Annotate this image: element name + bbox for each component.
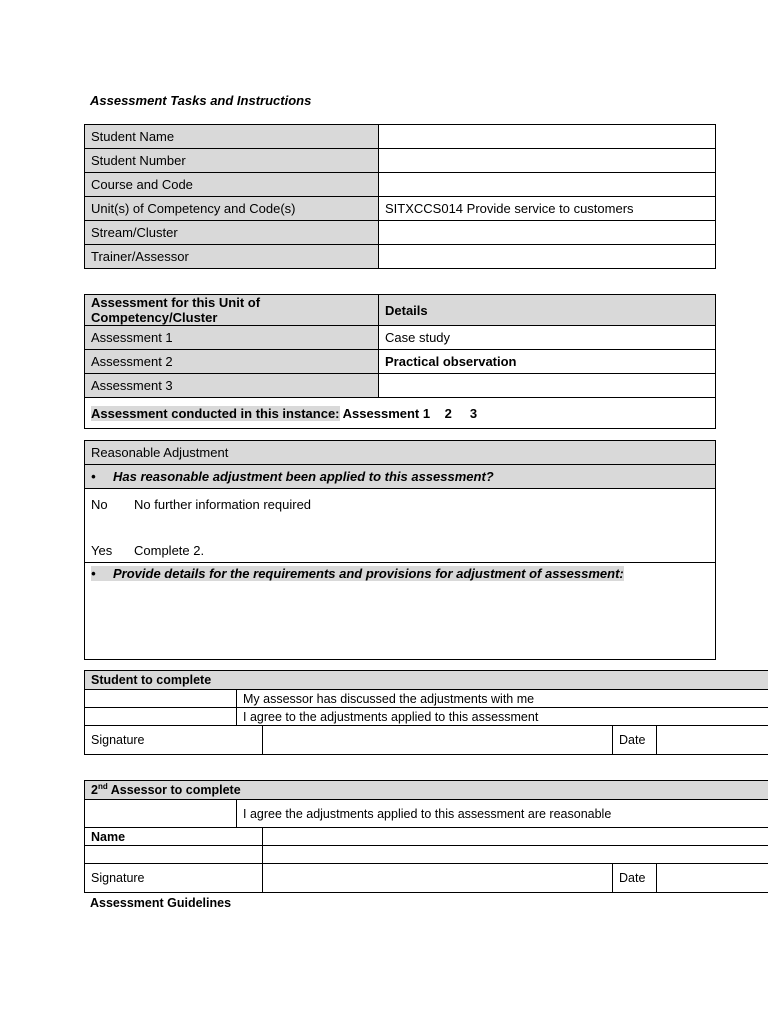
table-row — [85, 489, 716, 563]
table-row — [85, 221, 716, 245]
table-header-row — [85, 295, 716, 326]
option-yes[interactable] — [91, 539, 709, 562]
assessor-date-label: Date — [613, 864, 657, 893]
student-complete-header: Student to complete — [85, 671, 768, 690]
assessment-table — [84, 294, 716, 429]
table-row — [85, 173, 716, 197]
course-code-label: Course and Code — [85, 173, 379, 197]
assessment-option-2[interactable]: 2 — [444, 405, 452, 421]
assessment-conducted-cell — [85, 398, 716, 429]
student-complete-table — [84, 670, 768, 755]
second-assessor-section — [84, 780, 768, 895]
trainer-assessor-label: Trainer/Assessor — [85, 245, 379, 269]
assessor-signature-field[interactable] — [263, 864, 613, 893]
date-label: Date — [613, 726, 657, 755]
name-extra-field[interactable] — [263, 846, 768, 864]
assessment-3-value[interactable] — [379, 374, 716, 398]
checkbox-reasonable[interactable] — [85, 800, 237, 828]
table-row — [85, 374, 716, 398]
table-row — [85, 828, 768, 846]
table-header-row — [85, 441, 716, 465]
assessment-2-label: Assessment 2 — [85, 350, 379, 374]
table-row — [85, 125, 716, 149]
table-row — [85, 864, 768, 893]
signature-field[interactable] — [263, 726, 613, 755]
table-row — [85, 563, 716, 660]
statement-agree: I agree to the adjustments applied to this assessment — [237, 708, 768, 726]
table-row — [85, 800, 768, 828]
assessment-1-value: Case study — [379, 326, 716, 350]
unit-competency-label: Unit(s) of Competency and Code(s) — [85, 197, 379, 221]
option-yes-text: Complete 2. — [134, 543, 205, 558]
assessment-option-3[interactable]: 3 — [469, 405, 478, 421]
reasonable-adjustment-header: Reasonable Adjustment — [85, 441, 716, 465]
table-header-row — [85, 671, 768, 690]
table-row — [85, 398, 716, 429]
stream-cluster-label: Stream/Cluster — [85, 221, 379, 245]
adjustment-question-cell — [85, 465, 716, 489]
second-assessor-header: 2nd Assessor to complete — [85, 781, 768, 800]
student-number-field[interactable] — [379, 149, 716, 173]
checkbox-discussed[interactable] — [85, 690, 237, 708]
student-name-label: Student Name — [85, 125, 379, 149]
assessor-date-field[interactable] — [657, 864, 768, 893]
assessment-1-label: Assessment 1 — [85, 326, 379, 350]
adjustment-details-prompt: Provide details for the requirements and provisions for adjustment of assessment: — [113, 566, 624, 581]
student-details-table — [84, 124, 716, 269]
student-number-label: Student Number — [85, 149, 379, 173]
checkbox-agree[interactable] — [85, 708, 237, 726]
assessment-option-1[interactable]: Assessment 1 — [342, 405, 431, 421]
page-title: Assessment Tasks and Instructions — [90, 93, 312, 108]
reasonable-adjustment-table — [84, 440, 716, 660]
table-row — [85, 690, 768, 708]
table-row — [85, 465, 716, 489]
assessor-signature-label: Signature — [85, 864, 263, 893]
option-no[interactable] — [91, 493, 709, 516]
option-no-key: No — [91, 497, 108, 512]
student-name-field[interactable] — [379, 125, 716, 149]
assessment-conducted-label: Assessment conducted in this instance: — [91, 405, 340, 421]
table-row — [85, 350, 716, 374]
table-row — [85, 708, 768, 726]
statement-discussed: My assessor has discussed the adjustments with me — [237, 690, 768, 708]
table-row — [85, 326, 716, 350]
student-complete-section — [84, 670, 768, 764]
assessment-header-label: Assessment for this Unit of Competency/Cluster — [85, 295, 379, 326]
name-extra-cell — [85, 846, 263, 864]
table-row — [85, 197, 716, 221]
assessment-3-label: Assessment 3 — [85, 374, 379, 398]
table-row — [85, 726, 768, 755]
signature-label: Signature — [85, 726, 263, 755]
bullet-icon: • — [91, 469, 96, 484]
statement-reasonable: I agree the adjustments applied to this assessment are reasonable — [237, 800, 768, 828]
trainer-assessor-field[interactable] — [379, 245, 716, 269]
adjustment-details-cell[interactable] — [85, 563, 716, 660]
details-header-label: Details — [379, 295, 716, 326]
assessment-2-value: Practical observation — [379, 350, 716, 374]
name-label: Name — [85, 828, 263, 846]
course-code-field[interactable] — [379, 173, 716, 197]
name-field[interactable] — [263, 828, 768, 846]
second-assessor-table — [84, 780, 768, 893]
option-spacer — [91, 516, 709, 539]
option-no-text: No further information required — [134, 497, 312, 512]
table-header-row — [85, 781, 768, 800]
option-yes-key: Yes — [91, 543, 113, 558]
stream-cluster-field[interactable] — [379, 221, 716, 245]
assessment-guidelines-heading: Assessment Guidelines — [90, 896, 232, 910]
adjustment-options-cell — [85, 489, 716, 563]
date-field[interactable] — [657, 726, 768, 755]
unit-competency-field[interactable]: SITXCCS014 Provide service to customers — [379, 197, 716, 221]
table-row — [85, 245, 716, 269]
adjustment-question: Has reasonable adjustment been applied to this assessment? — [113, 469, 494, 484]
bullet-icon: • — [91, 566, 96, 581]
table-row — [85, 846, 768, 864]
table-row — [85, 149, 716, 173]
